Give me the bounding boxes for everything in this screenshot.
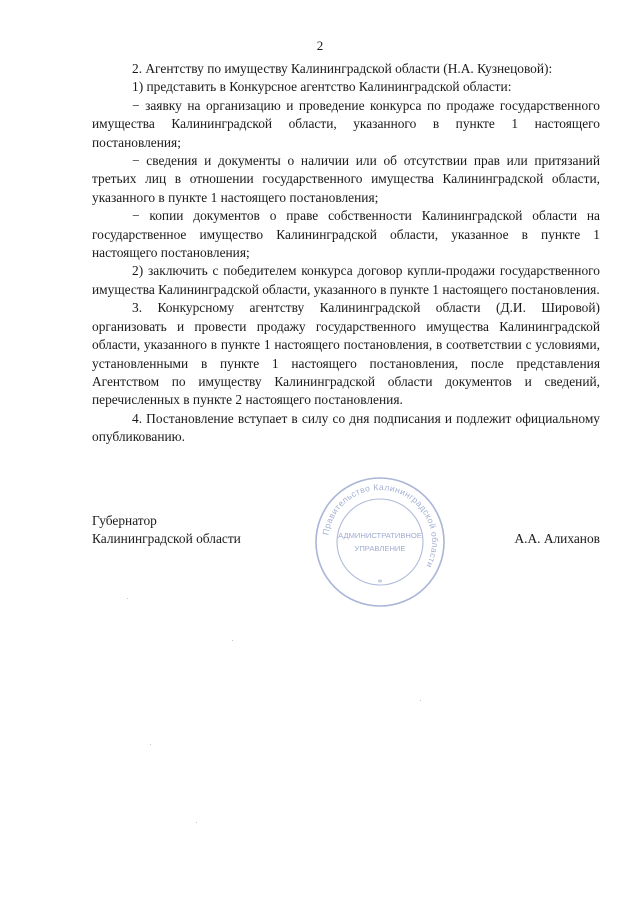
signatory-title-line2: Калининградской области [92,531,241,547]
scan-speck [420,700,421,701]
scan-speck [127,598,128,599]
signatory-title-line1: Губернатор [92,513,157,528]
paragraph-subitem-1: 1) представить в Конкурсное агентство Калининградской области: [132,79,512,95]
stamp-center-line1: АДМИНИСТРАТИВНОЕ [338,531,422,540]
paragraph-item-2: 2. Агентству по имуществу Калининградской области (Н.А. Кузнецовой): [132,61,553,76]
paragraph-bullet-application: − заявку на организацию и проведение конкурса по продаже государственного имущества Калининградской области, указанного в пункте 1 настоящего постановления; [92,97,600,150]
paragraph-bullet-rights-info: − сведения и документы о наличии или об отсутствии прав или притязаний третьих лиц в отношении государственного имущества Калининградской области, указанного в пункте 1 настоящего постановления; [92,153,600,205]
scan-speck [232,640,233,641]
page-number: 2 [316,38,324,53]
svg-text:Правительство Калининградской [320,482,440,570]
official-stamp [310,472,450,612]
document-body [92,60,600,447]
scan-speck [150,744,151,745]
paragraph-bullet-ownership-docs: − копии документов о праве собственности Калининградской области на государственное имущество Калининградской области, указанное в пункте 1 настоящего постановления; [92,208,600,261]
scan-speck [196,822,197,823]
stamp-ring-text: Правительство Калининградской области [320,481,441,570]
paragraph-item-3: 3. Конкурсному агентству Калининградской области (Д.И. Шировой) организовать и провести продажу государственного имущества Калининградской области, указанного в пункте 1 настоящего постановления, в соответствии с условиями, установленными в пункте 1 настоящего постановления, после представления Агентством по имуществу Калининградской области документов и сведений, перечисленных в пункте 2 настоящего постановления. [92,300,600,408]
stamp-star-icon: * [377,578,383,589]
paragraph-subitem-2: 2) заключить с победителем конкурса договор купли-продажи государственного имущества Калининградской области, указанного в пункте 1 настоящего постановления. [92,263,600,297]
signatory-name: А.А. Алиханов [514,531,600,546]
paragraph-item-4: 4. Постановление вступает в силу со дня подписания и подлежит официальному опубликованию. [92,410,600,445]
stamp-center-line2: УПРАВЛЕНИЕ [354,544,406,553]
